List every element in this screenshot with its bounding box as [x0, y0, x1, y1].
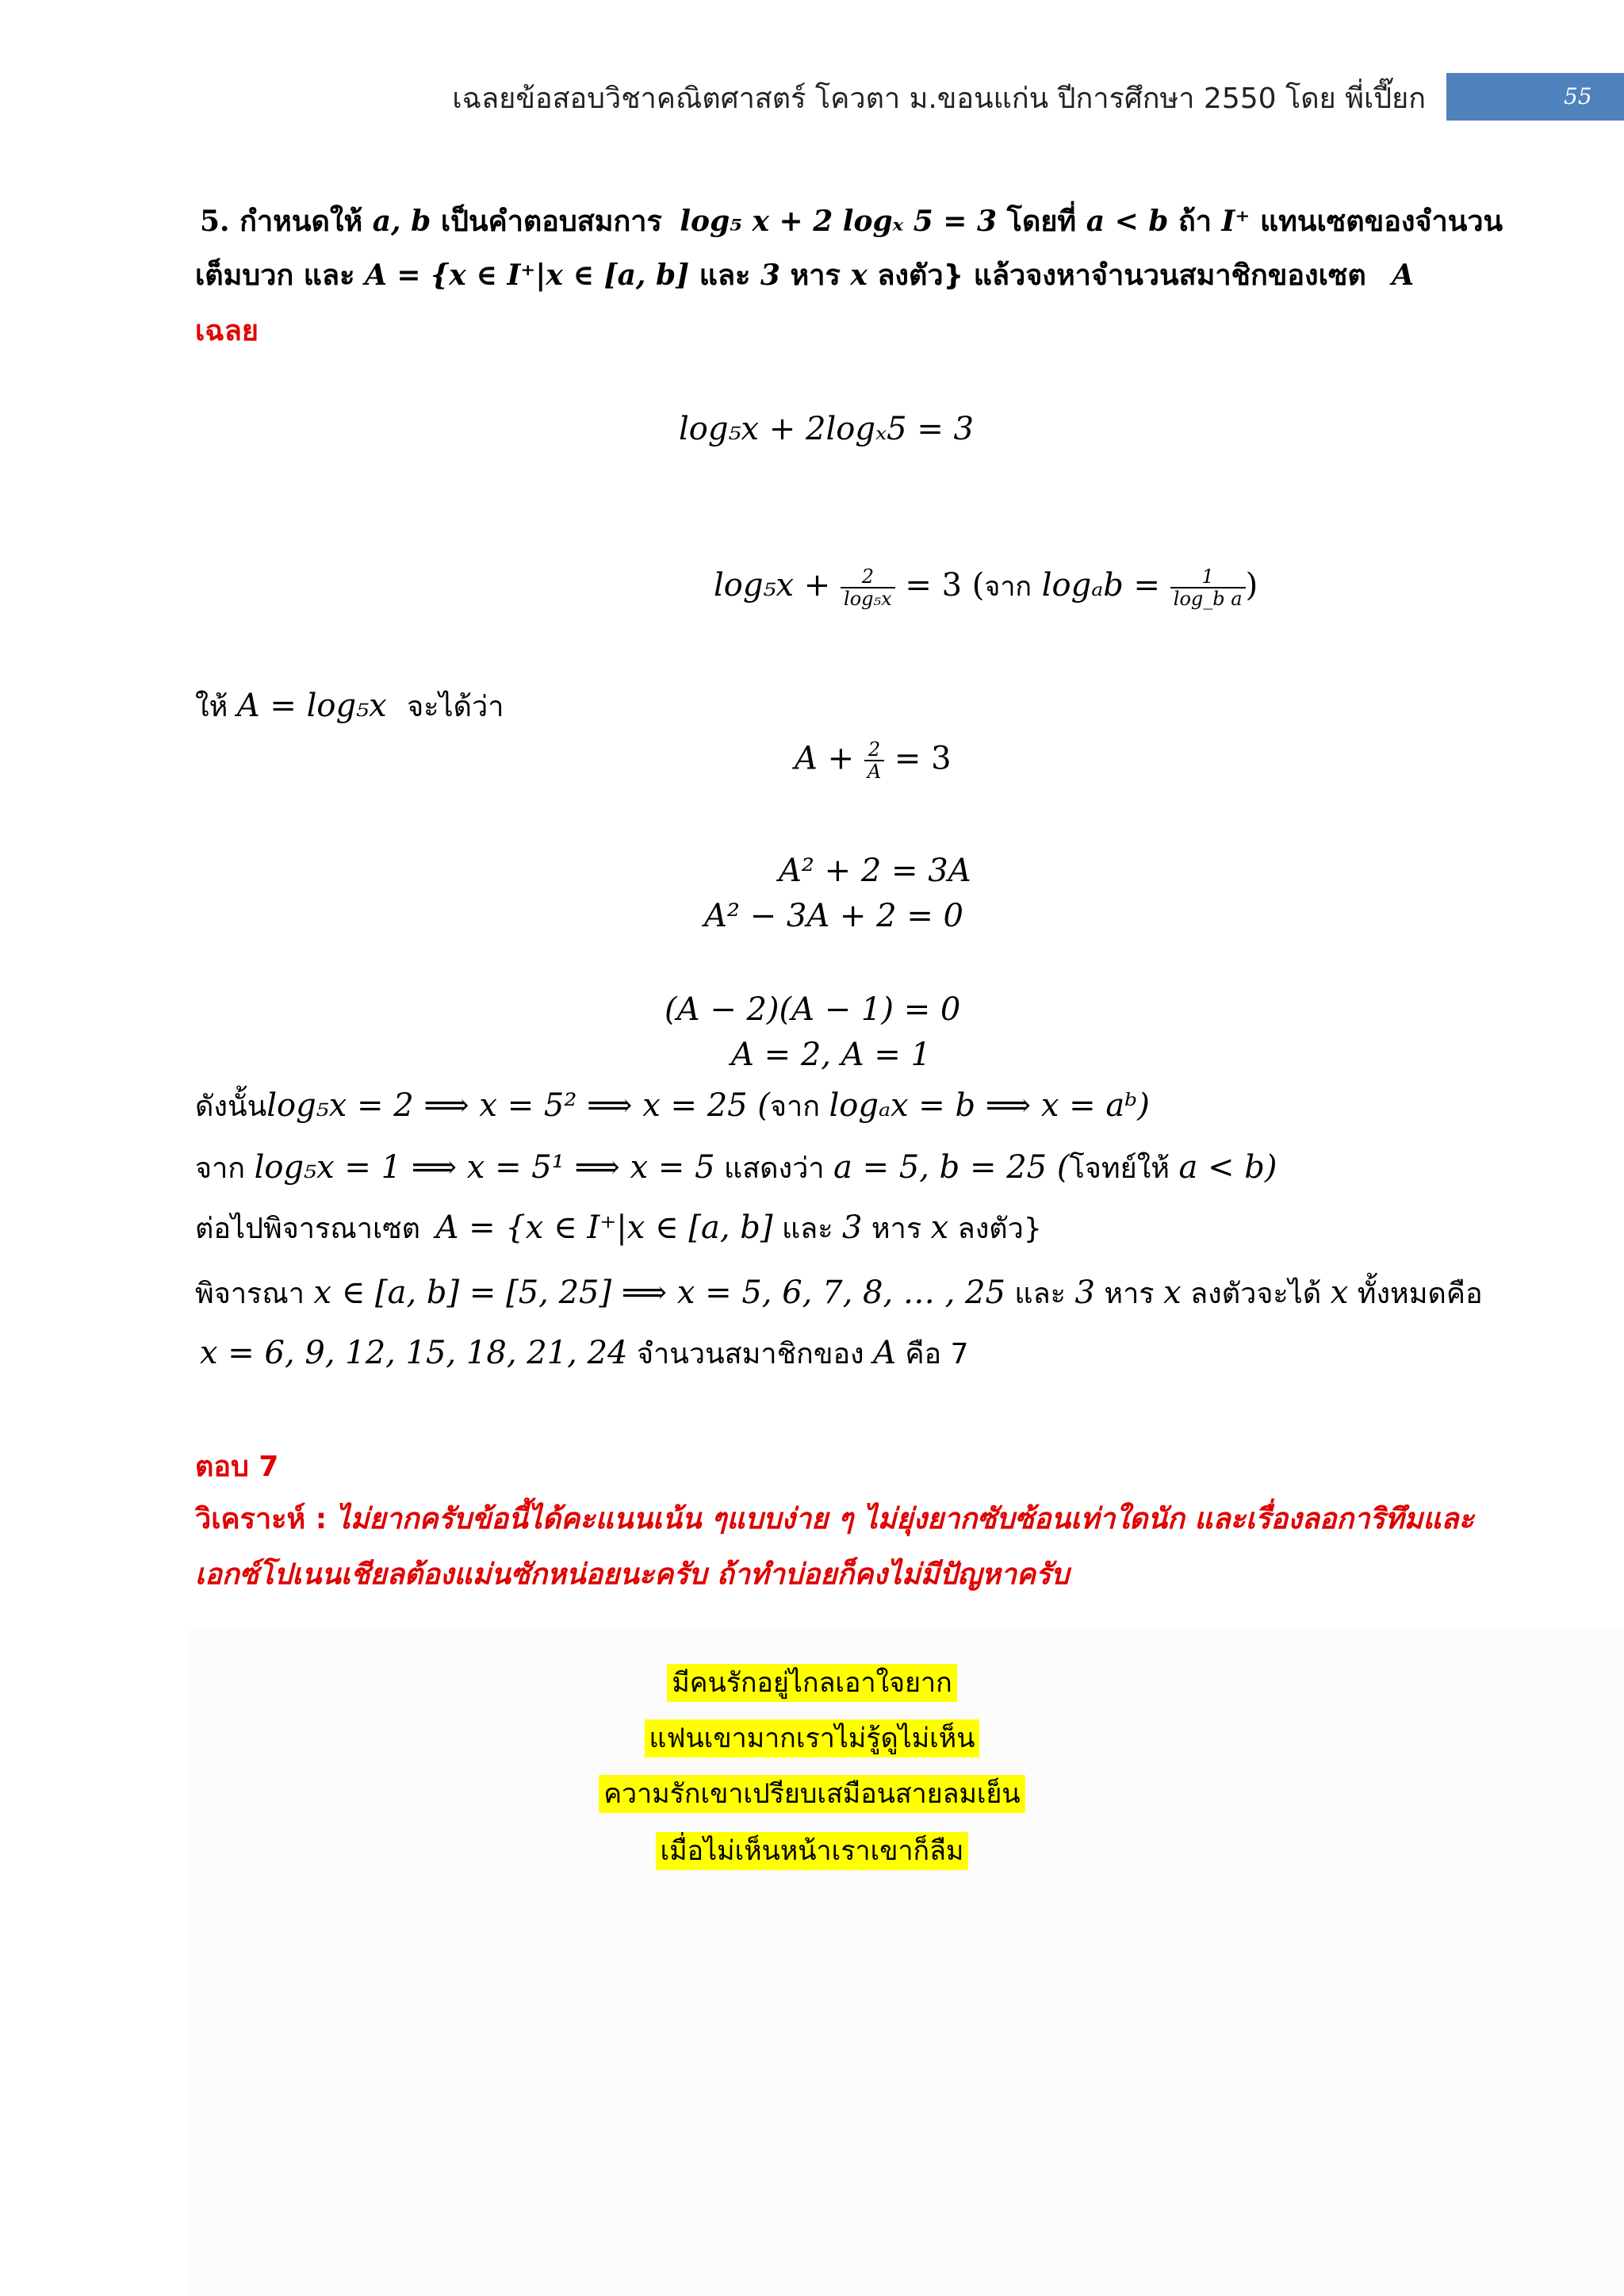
solution-line-12 — [200, 1331, 969, 1376]
q-text: ถ้า — [1178, 205, 1212, 238]
answer-label: เฉลย — [195, 315, 259, 347]
text: จะได้ว่า — [407, 691, 504, 723]
text: จาก — [195, 1152, 246, 1185]
poem-text: ความรักเขาเปรียบเสมือนสายลมเย็น — [599, 1775, 1025, 1813]
fraction-denominator: log_b a — [1173, 588, 1243, 610]
q-math: I⁺ — [1221, 205, 1251, 238]
equation-1: log₅x + 2logₓ5 = 3 — [679, 411, 974, 447]
text: และ — [781, 1213, 833, 1245]
text: โจทย์ให้ — [1069, 1152, 1170, 1185]
analysis-line-1 — [195, 1496, 1474, 1541]
text: จาก — [769, 1091, 821, 1123]
math: x ∈ [a, b] = [5, 25] ⟹ x = 5, 6, 7, 8, … , 25 — [313, 1274, 1005, 1311]
fraction-denominator: A — [867, 761, 882, 784]
question-line-2 — [195, 252, 1414, 297]
q-equation: log₅ x + 2 logₓ 5 = 3 — [680, 205, 998, 238]
q-math: 3 — [760, 259, 780, 292]
text: ทั้งหมดคือ — [1357, 1278, 1483, 1310]
poem-text: เมื่อไม่เห็นหน้าเราเขาก็ลืม — [656, 1832, 969, 1870]
eq-part: = 3 — [894, 740, 952, 777]
fraction — [841, 566, 895, 610]
math: x = 6, 9, 12, 15, 18, 21, 24 — [200, 1335, 628, 1371]
equation-4: A² + 2 = 3A — [779, 853, 971, 889]
fraction — [864, 739, 884, 783]
q-text: หาร — [790, 259, 841, 292]
q-text: ลงตัว} — [877, 259, 964, 292]
poem-line-3 — [0, 1772, 1624, 1815]
text: ลงตัว} — [957, 1213, 1042, 1245]
q-math: A — [1392, 259, 1415, 292]
math: logₐx = b ⟹ x = aᵇ) — [829, 1087, 1150, 1124]
text: จำนวนสมาชิกของ — [636, 1338, 864, 1370]
equation-3 — [795, 739, 952, 783]
analysis-line-2: เอกซ์โปเนนเชียลต้องแม่นซักหน่อยนะครับ ถ้าทำบ่อยก็คงไม่มีปัญหาครับ — [195, 1558, 1070, 1591]
text: ดังนั้น — [195, 1091, 267, 1123]
q-math: a, b — [372, 205, 431, 238]
analysis-label: วิเคราะห์ : — [195, 1503, 327, 1535]
final-answer: ตอบ 7 — [195, 1451, 279, 1483]
q-text: โดยที่ — [1006, 205, 1077, 238]
text: พิจารณา — [195, 1278, 304, 1310]
text: ลงตัวจะได้ — [1190, 1278, 1322, 1310]
poem-line-1 — [0, 1661, 1624, 1704]
math: x — [930, 1209, 949, 1246]
math: A = {x ∈ I⁺|x ∈ [a, b] — [435, 1209, 773, 1246]
question-line-1 — [200, 198, 1503, 243]
equation-2 — [714, 565, 1258, 609]
q-text: และ — [699, 259, 751, 292]
math: 3 — [842, 1209, 863, 1246]
equation-6: (A − 2)(A − 1) = 0 — [665, 991, 961, 1028]
text: คือ 7 — [905, 1338, 969, 1370]
fraction-numerator: 1 — [1170, 566, 1246, 588]
solution-line-8 — [195, 1083, 1150, 1129]
header-title: เฉลยข้อสอบวิชาคณิตศาสตร์ โควตา ม.ขอนแก่น ปีการศึกษา 2550 โดย พี่เปี๊ยก — [452, 82, 1426, 115]
math: a < b) — [1178, 1149, 1277, 1186]
q-text: แทนเซตของจำนวน — [1259, 205, 1503, 238]
text: หาร — [871, 1213, 922, 1245]
fraction — [1170, 566, 1246, 610]
text: หาร — [1104, 1278, 1155, 1310]
solution-line-10 — [195, 1205, 1042, 1251]
text: แสดงว่า — [723, 1152, 825, 1185]
math: A = log₅x — [236, 688, 387, 724]
math: x — [1163, 1274, 1182, 1311]
eq-part: ) — [1245, 567, 1258, 604]
equation-7: A = 2, A = 1 — [731, 1037, 931, 1073]
text: ต่อไปพิจารณาเซต — [195, 1213, 421, 1245]
eq-part: log₅x + — [714, 567, 831, 604]
q-math: a < b — [1086, 205, 1169, 238]
eq-part: = 3 ( — [905, 567, 985, 604]
fraction-denominator: log₅x — [844, 588, 892, 610]
poem-text: มีคนรักอยู่ไกลเอาใจยาก — [667, 1664, 956, 1702]
solution-line-11 — [195, 1271, 1483, 1316]
poem-text: แฟนเขามากเราไม่รู้ดูไม่เห็น — [645, 1719, 980, 1757]
q-text: เป็นคำตอบสมการ — [440, 205, 662, 238]
eq-text: จาก — [984, 571, 1032, 603]
math: A — [873, 1335, 896, 1371]
q-set: A = {x ∈ I⁺|x ∈ [a, b] — [364, 259, 690, 292]
fraction-numerator: 2 — [864, 739, 884, 761]
let-line — [195, 684, 504, 729]
eq-part: logₐb = — [1041, 567, 1161, 604]
math: a = 5, b = 25 ( — [833, 1149, 1070, 1186]
page-number-bar — [1446, 73, 1624, 121]
analysis-text: ไม่ยากครับข้อนี้ได้คะแนนเน้น ๆแบบง่าย ๆ ไม่ยุ่งยากซับซ้อนเท่าใดนัก และเรื่องลอการิทึมและ — [335, 1503, 1474, 1535]
poem-line-4 — [0, 1829, 1624, 1872]
fraction-numerator: 2 — [841, 566, 895, 588]
math: log₅x = 1 ⟹ x = 5¹ ⟹ x = 5 — [254, 1149, 715, 1186]
text: ให้ — [195, 691, 228, 723]
q-text: กำหนดให้ — [239, 205, 363, 238]
math: x — [1330, 1274, 1349, 1311]
equation-5: A² − 3A + 2 = 0 — [704, 898, 963, 934]
page-number: 55 — [1564, 83, 1592, 109]
math: 3 — [1074, 1274, 1095, 1311]
q-text: เต็มบวก และ — [195, 259, 355, 292]
poem-line-2 — [0, 1716, 1624, 1759]
q-text: แล้วจงหาจำนวนสมาชิกของเซต — [973, 259, 1366, 292]
q-math: x — [850, 259, 868, 292]
question-number: 5. — [200, 205, 230, 238]
text: และ — [1014, 1278, 1066, 1310]
solution-line-9 — [195, 1145, 1277, 1190]
eq-part: A + — [795, 740, 855, 777]
math: log₅x = 2 ⟹ x = 5² ⟹ x = 25 ( — [266, 1087, 770, 1124]
